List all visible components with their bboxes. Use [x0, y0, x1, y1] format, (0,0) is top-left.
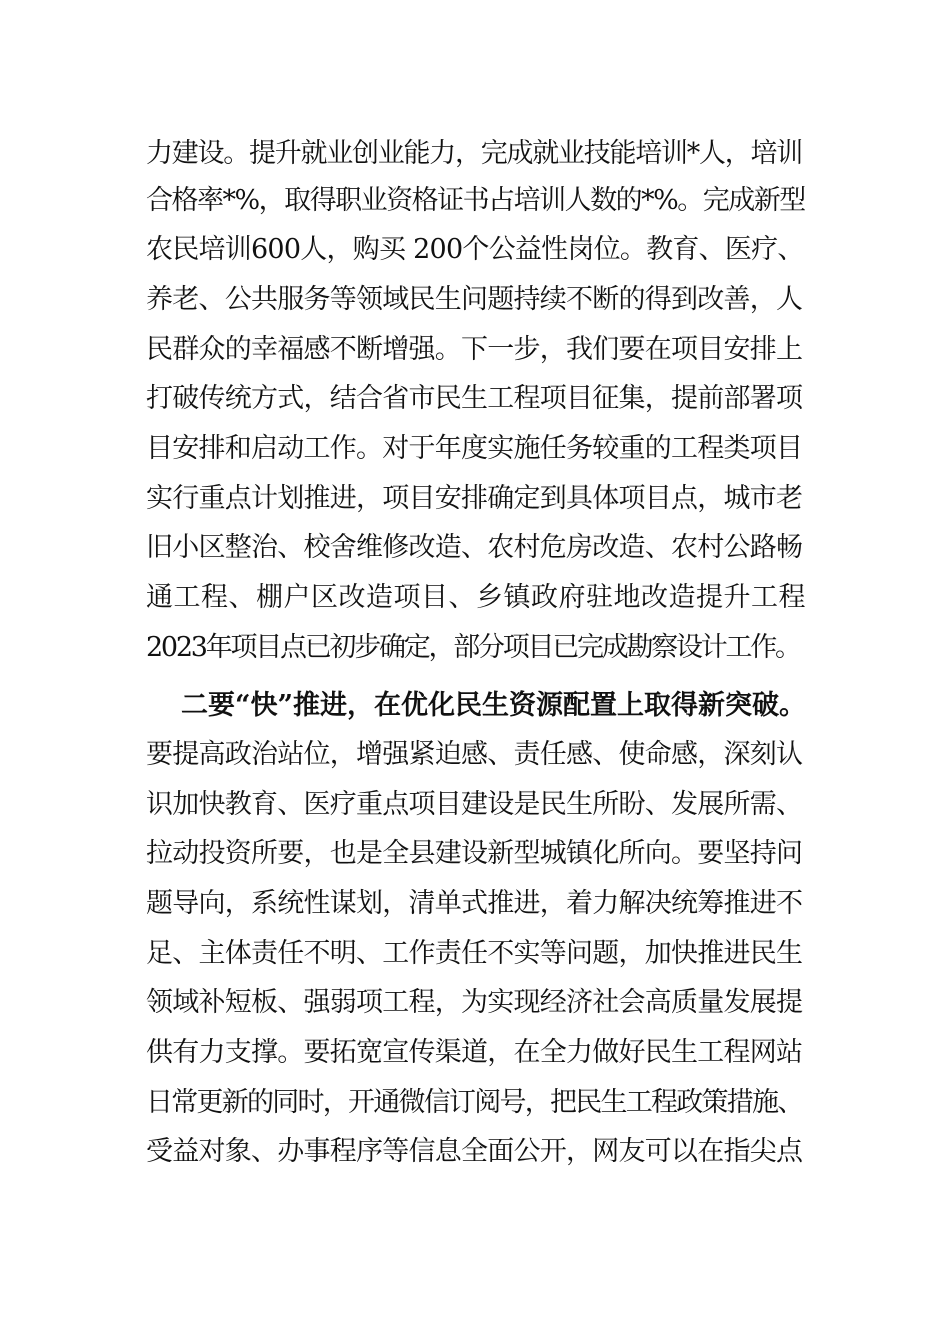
text-line: 农民培训600人，购买 200个公益性岗位。教育、医疗、: [146, 234, 804, 265]
text-line: 合格率*%，取得职业资格证书占培训人数的*%。完成新型: [146, 185, 805, 216]
text-line: 识加快教育、医疗重点项目建设是民生所盼、发展所需、: [146, 789, 803, 820]
text-line: 足、主体责任不明、工作责任不实等问题，加快推进民生: [146, 938, 803, 969]
text-line: 目安排和启动工作。对于年度实施任务较重的工程类项目: [146, 433, 803, 464]
text-line: 力建设。提升就业创业能力，完成就业技能培训*人，培训: [146, 138, 802, 169]
text-line: 日常更新的同时，开通微信订阅号，把民生工程政策措施、: [146, 1087, 803, 1118]
text-line: 实行重点计划推进，项目安排确定到具体项目点，城市老: [146, 483, 803, 514]
text-line: 拉动投资所要，也是全县建设新型城镇化所向。要坚持问: [146, 838, 803, 869]
text-line: 民群众的幸福感不断增强。下一步，我们要在项目安排上: [146, 334, 803, 365]
text-line: 领域补短板、强弱项工程，为实现经济社会高质量发展提: [146, 987, 803, 1018]
text-line: 养老、公共服务等领域民生问题持续不断的得到改善，人: [146, 284, 803, 315]
text-line: 供有力支撑。要拓宽宣传渠道，在全力做好民生工程网站: [146, 1037, 803, 1068]
text-line: 2023年项目点已初步确定，部分项目已完成勘察设计工作。: [146, 632, 800, 663]
text-line: 要提高政治站位，增强紧迫感、责任感、使命感，深刻认: [146, 739, 803, 770]
section-heading: 二要“快”推进，在优化民生资源配置上取得新突破。: [181, 690, 807, 721]
text-line: 打破传统方式，结合省市民生工程项目征集，提前部署项: [146, 383, 803, 414]
text-line: 通工程、棚户区改造项目、乡镇政府驻地改造提升工程: [146, 582, 806, 613]
text-line: 受益对象、办事程序等信息全面公开，网友可以在指尖点: [146, 1136, 803, 1167]
text-line: 旧小区整治、校舍维修改造、农村危房改造、农村公路畅: [146, 532, 803, 563]
text-line: 题导向，系统性谋划，清单式推进，着力解决统筹推进不: [146, 888, 803, 919]
